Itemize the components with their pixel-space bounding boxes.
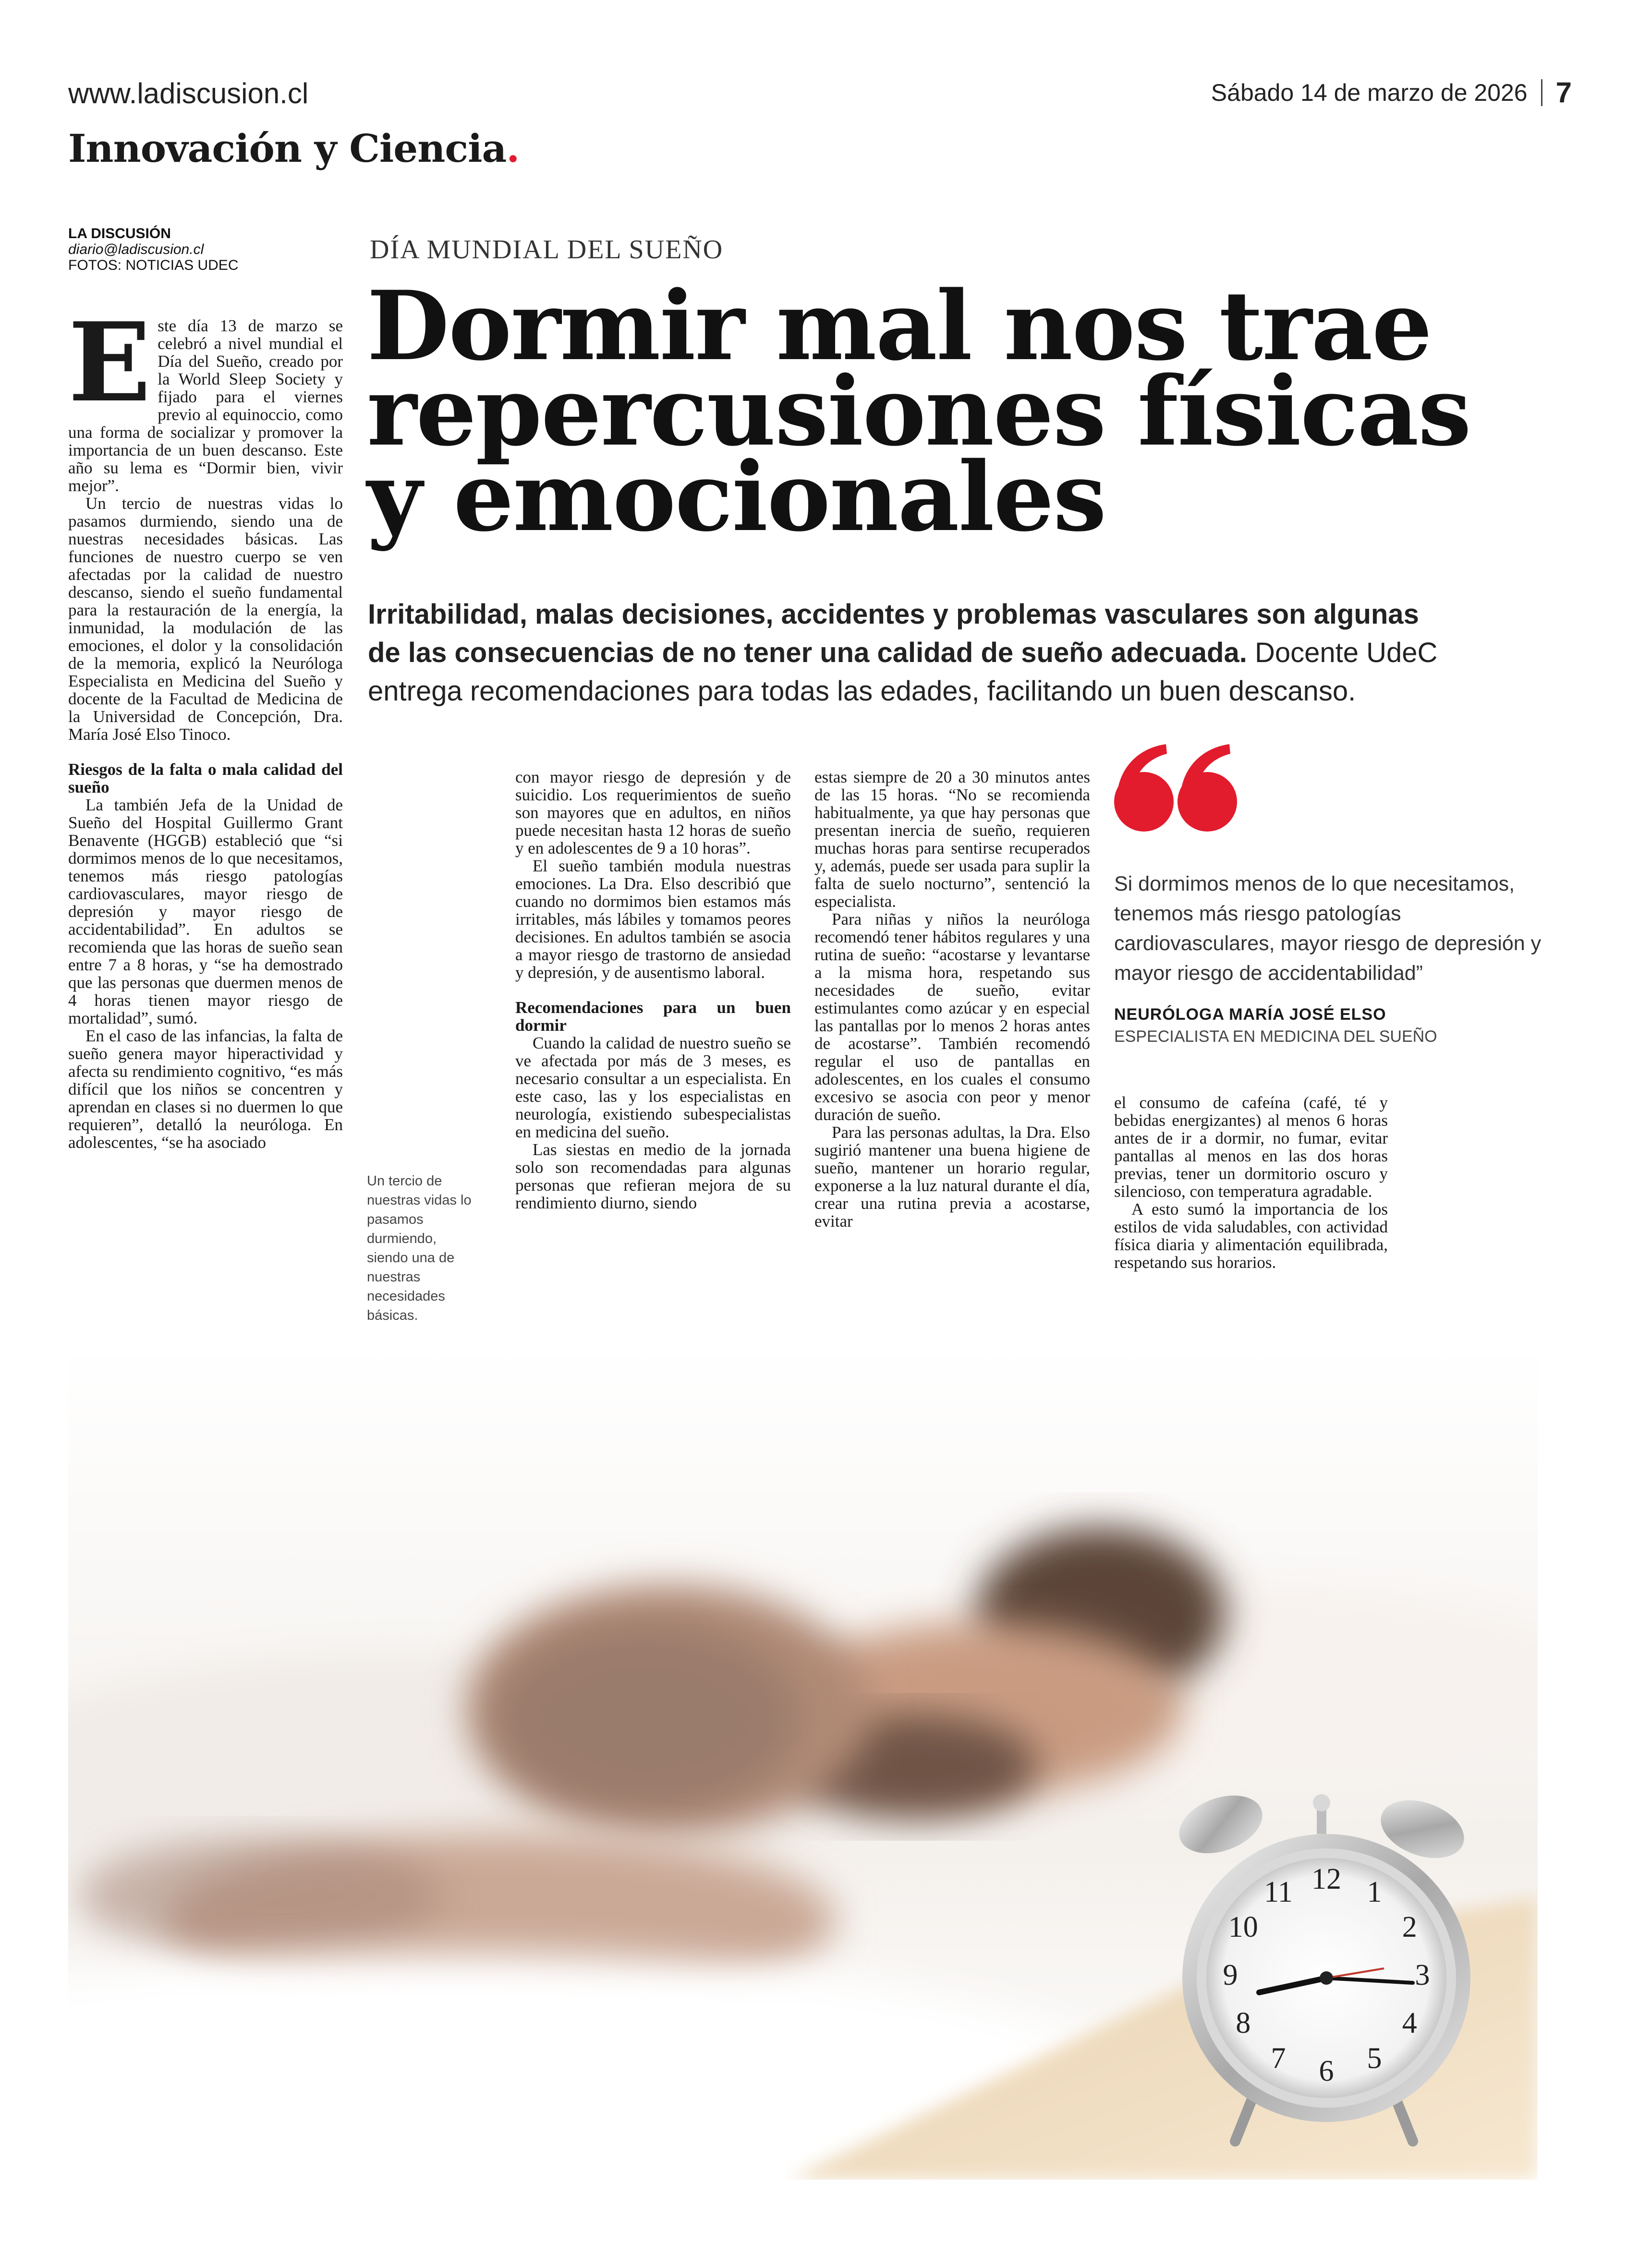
section-dot: . xyxy=(506,126,520,171)
body-paragraph: Las siestas en medio de la jornada solo son recomendadas para algunas personas que refieran mejora de su rendimiento diurno, siendo xyxy=(515,1140,791,1212)
clock-numeral: 3 xyxy=(1415,1959,1430,1992)
date-block xyxy=(1211,76,1572,109)
byline xyxy=(68,226,238,273)
headline-line: y emocionales xyxy=(367,441,1106,553)
deck xyxy=(368,595,1458,711)
quote-mark-icon xyxy=(1109,739,1244,835)
article-column-1 xyxy=(68,299,343,1152)
body-paragraph: el consumo de cafeína (café, té y bebidas energizantes) al menos 6 horas antes de ir a dormir, no fumar, evitar pantallas al menos en las dos horas previas, tener un dormitorio oscuro y silencioso, con temperatura agradable. xyxy=(1114,1093,1388,1201)
body-paragraph: A esto sumó la importancia de los estilos de vida saludables, con actividad física diaria y alimentación equilibrada, respetando sus horarios. xyxy=(1114,1200,1388,1272)
subheading: Recomendaciones para un buen dormir xyxy=(515,998,791,1035)
body-paragraph: Cuando la calidad de nuestro sueño se ve afectada por más de 3 meses, es necesario consultar a un especialista. En este caso, las y los especialistas en neurología, existiendo subespecialistas en medicina del sueño. xyxy=(515,1034,791,1141)
article-photo xyxy=(68,1344,1538,2180)
kicker: DÍA MUNDIAL DEL SUEÑO xyxy=(370,235,724,265)
issue-date: Sábado 14 de marzo de 2026 xyxy=(1211,79,1528,106)
body-paragraph: El sueño también modula nuestras emociones. La Dra. Elso describió que cuando no dormimos bien estamos más irritables, más lábiles y tomamos peores decisiones. En adultos también se asocia a mayor riesgo de trastorno de ansiedad y depresión, y de ausentismo laboral. xyxy=(515,857,791,982)
article-column-3 xyxy=(814,768,1090,1230)
deck-lead: Irritabilidad, malas decisiones, accidentes y problemas vasculares son algunas de las consecuencias de no tener una calidad de sueño adecuada. xyxy=(368,599,1419,668)
clock-numeral: 10 xyxy=(1228,1911,1258,1944)
photo-caption-sidenote: Un tercio de nuestras vidas lo pasamos durmiendo, siendo una de nuestras necesidades básicas. xyxy=(367,1173,472,1323)
clock-numeral: 5 xyxy=(1367,2042,1382,2075)
headline xyxy=(367,270,1577,553)
body-paragraph: con mayor riesgo de depresión y de suicidio. Los requerimientos de sueño son mayores que en adultos, en niños puede necesitan hasta 12 horas de sueño y en adolescentes de 9 a 10 horas”. xyxy=(515,768,791,857)
clock-numeral: 4 xyxy=(1402,2007,1417,2040)
clock-numeral: 11 xyxy=(1264,1876,1293,1909)
byline-photos: FOTOS: NOTICIAS UDEC xyxy=(68,257,239,273)
drop-cap: E xyxy=(68,299,151,426)
clock-numeral: 6 xyxy=(1319,2055,1334,2088)
pullquote-text: Si dormimos menos de lo que necesitamos, tenemos más riesgo patologías cardiovasculares, mayor riesgo de depresión y mayor riesgo de accidentabilidad” xyxy=(1114,872,1542,985)
headline-line: Dormir mal nos trae xyxy=(367,270,1432,382)
site-url[interactable]: www.ladiscusion.cl xyxy=(68,77,309,109)
article-column-2 xyxy=(515,768,791,1212)
article-column-4 xyxy=(1114,1094,1388,1271)
quote-mark-glyph xyxy=(1114,744,1237,832)
section-label: Innovación y Ciencia xyxy=(68,126,507,171)
body-paragraph: Para las personas adultas, la Dra. Elso sugirió mantener una buena higiene de sueño, mantener un horario regular, exponerse a la luz natural durante el día, crear una rutina previa a acostarse, evitar xyxy=(814,1123,1090,1231)
deck-rest: Docente UdeC entrega recomendaciones para todas las edades, facilitando un buen descanso. xyxy=(368,637,1438,707)
clock-numeral: 2 xyxy=(1402,1911,1417,1944)
headline-line: repercusiones físicas xyxy=(367,355,1471,467)
subheading: Riesgos de la falta o mala calidad del sueño xyxy=(68,760,343,796)
clock-numeral: 7 xyxy=(1271,2042,1286,2075)
body-paragraph: ste día 13 de marzo se celebró a nivel mundial el Día del Sueño, creado por la World Sleep Society y fijado para el viernes previo al equinoccio, como una forma de socializar y promover la importancia de un buen descanso. Este año su lema es “Dormir bien, vivir mejor”. xyxy=(68,316,343,495)
section-title xyxy=(68,126,519,171)
pullquote-role: ESPECIALISTA EN MEDICINA DEL SUEÑO xyxy=(1114,1027,1437,1046)
body-paragraph: estas siempre de 20 a 30 minutos antes de las 15 horas. “No se recomienda habitualmente, ya que hay personas que presentan inercia de sueño, requieren muchas horas para sentirse recuperados y, además, puede ser usada para suplir la falta de suelo nocturno”, sentenció la especialista. xyxy=(814,768,1090,911)
clock-numeral: 9 xyxy=(1223,1959,1238,1992)
clock-numeral: 8 xyxy=(1236,2007,1251,2040)
sleeping-man-with-alarm-clock-illustration xyxy=(68,1344,1538,2180)
clock-numeral: 1 xyxy=(1367,1876,1382,1909)
body-paragraph: Un tercio de nuestras vidas lo pasamos durmiendo, siendo una de nuestras necesidades básicas. Las funciones de nuestro cuerpo se ven afectadas por la calidad de nuestro descanso, siendo el sueño fundamental para la restauración de la energía, la inmunidad, la modulación de las emociones, el dolor y la consolidación de la memoria, explicó la Neuróloga Especialista en Medicina del Sueño y docente de la Facultad de Medicina de la Universidad de Concepción, Dra. María José Elso Tinoco. xyxy=(68,494,343,744)
byline-outlet: LA DISCUSIÓN xyxy=(68,226,171,241)
pullquote-name: NEURÓLOGA MARÍA JOSÉ ELSO xyxy=(1114,1005,1386,1024)
page-number: 7 xyxy=(1555,76,1572,109)
body-paragraph: La también Jefa de la Unidad de Sueño del Hospital Guillermo Grant Benavente (HGGB) estableció que “si dormimos menos de lo que necesitamos, tenemos más riesgo patologías cardiovasculares, mayor riesgo de depresión y mayor riesgo de accidentabilidad”. En adultos se recomienda que las horas de sueño sean entre 7 a 8 horas, y “se ha demostrado que las personas que duermen menos de 4 horas tienen mayor riesgo de mortalidad”, sumó. xyxy=(68,796,343,1027)
byline-email[interactable]: diario@ladiscusion.cl xyxy=(68,241,204,257)
date-separator xyxy=(1541,79,1542,106)
body-paragraph: Para niñas y niños la neuróloga recomendó tener hábitos regulares y una rutina de sueño: “acostarse y levantarse a la misma hora, respetando sus necesidades de sueño, evitar estimulantes como azúcar y en especial las pantallas por lo menos 2 horas antes de acostarse”. También recomendó regular el uso de pantallas en adolescentes, en los cuales el consumo excesivo se asocia con peor y menor duración de sueño. xyxy=(814,910,1090,1124)
body-paragraph: En el caso de las infancias, la falta de sueño genera mayor hiperactividad y afecta su rendimiento cognitivo, “es más difícil que los niños se concentren y aprendan en clases si no duermen lo que requieren”, detalló la neuróloga. En adolescentes, “se ha asociado xyxy=(68,1026,343,1152)
clock-numeral: 12 xyxy=(1311,1863,1341,1896)
